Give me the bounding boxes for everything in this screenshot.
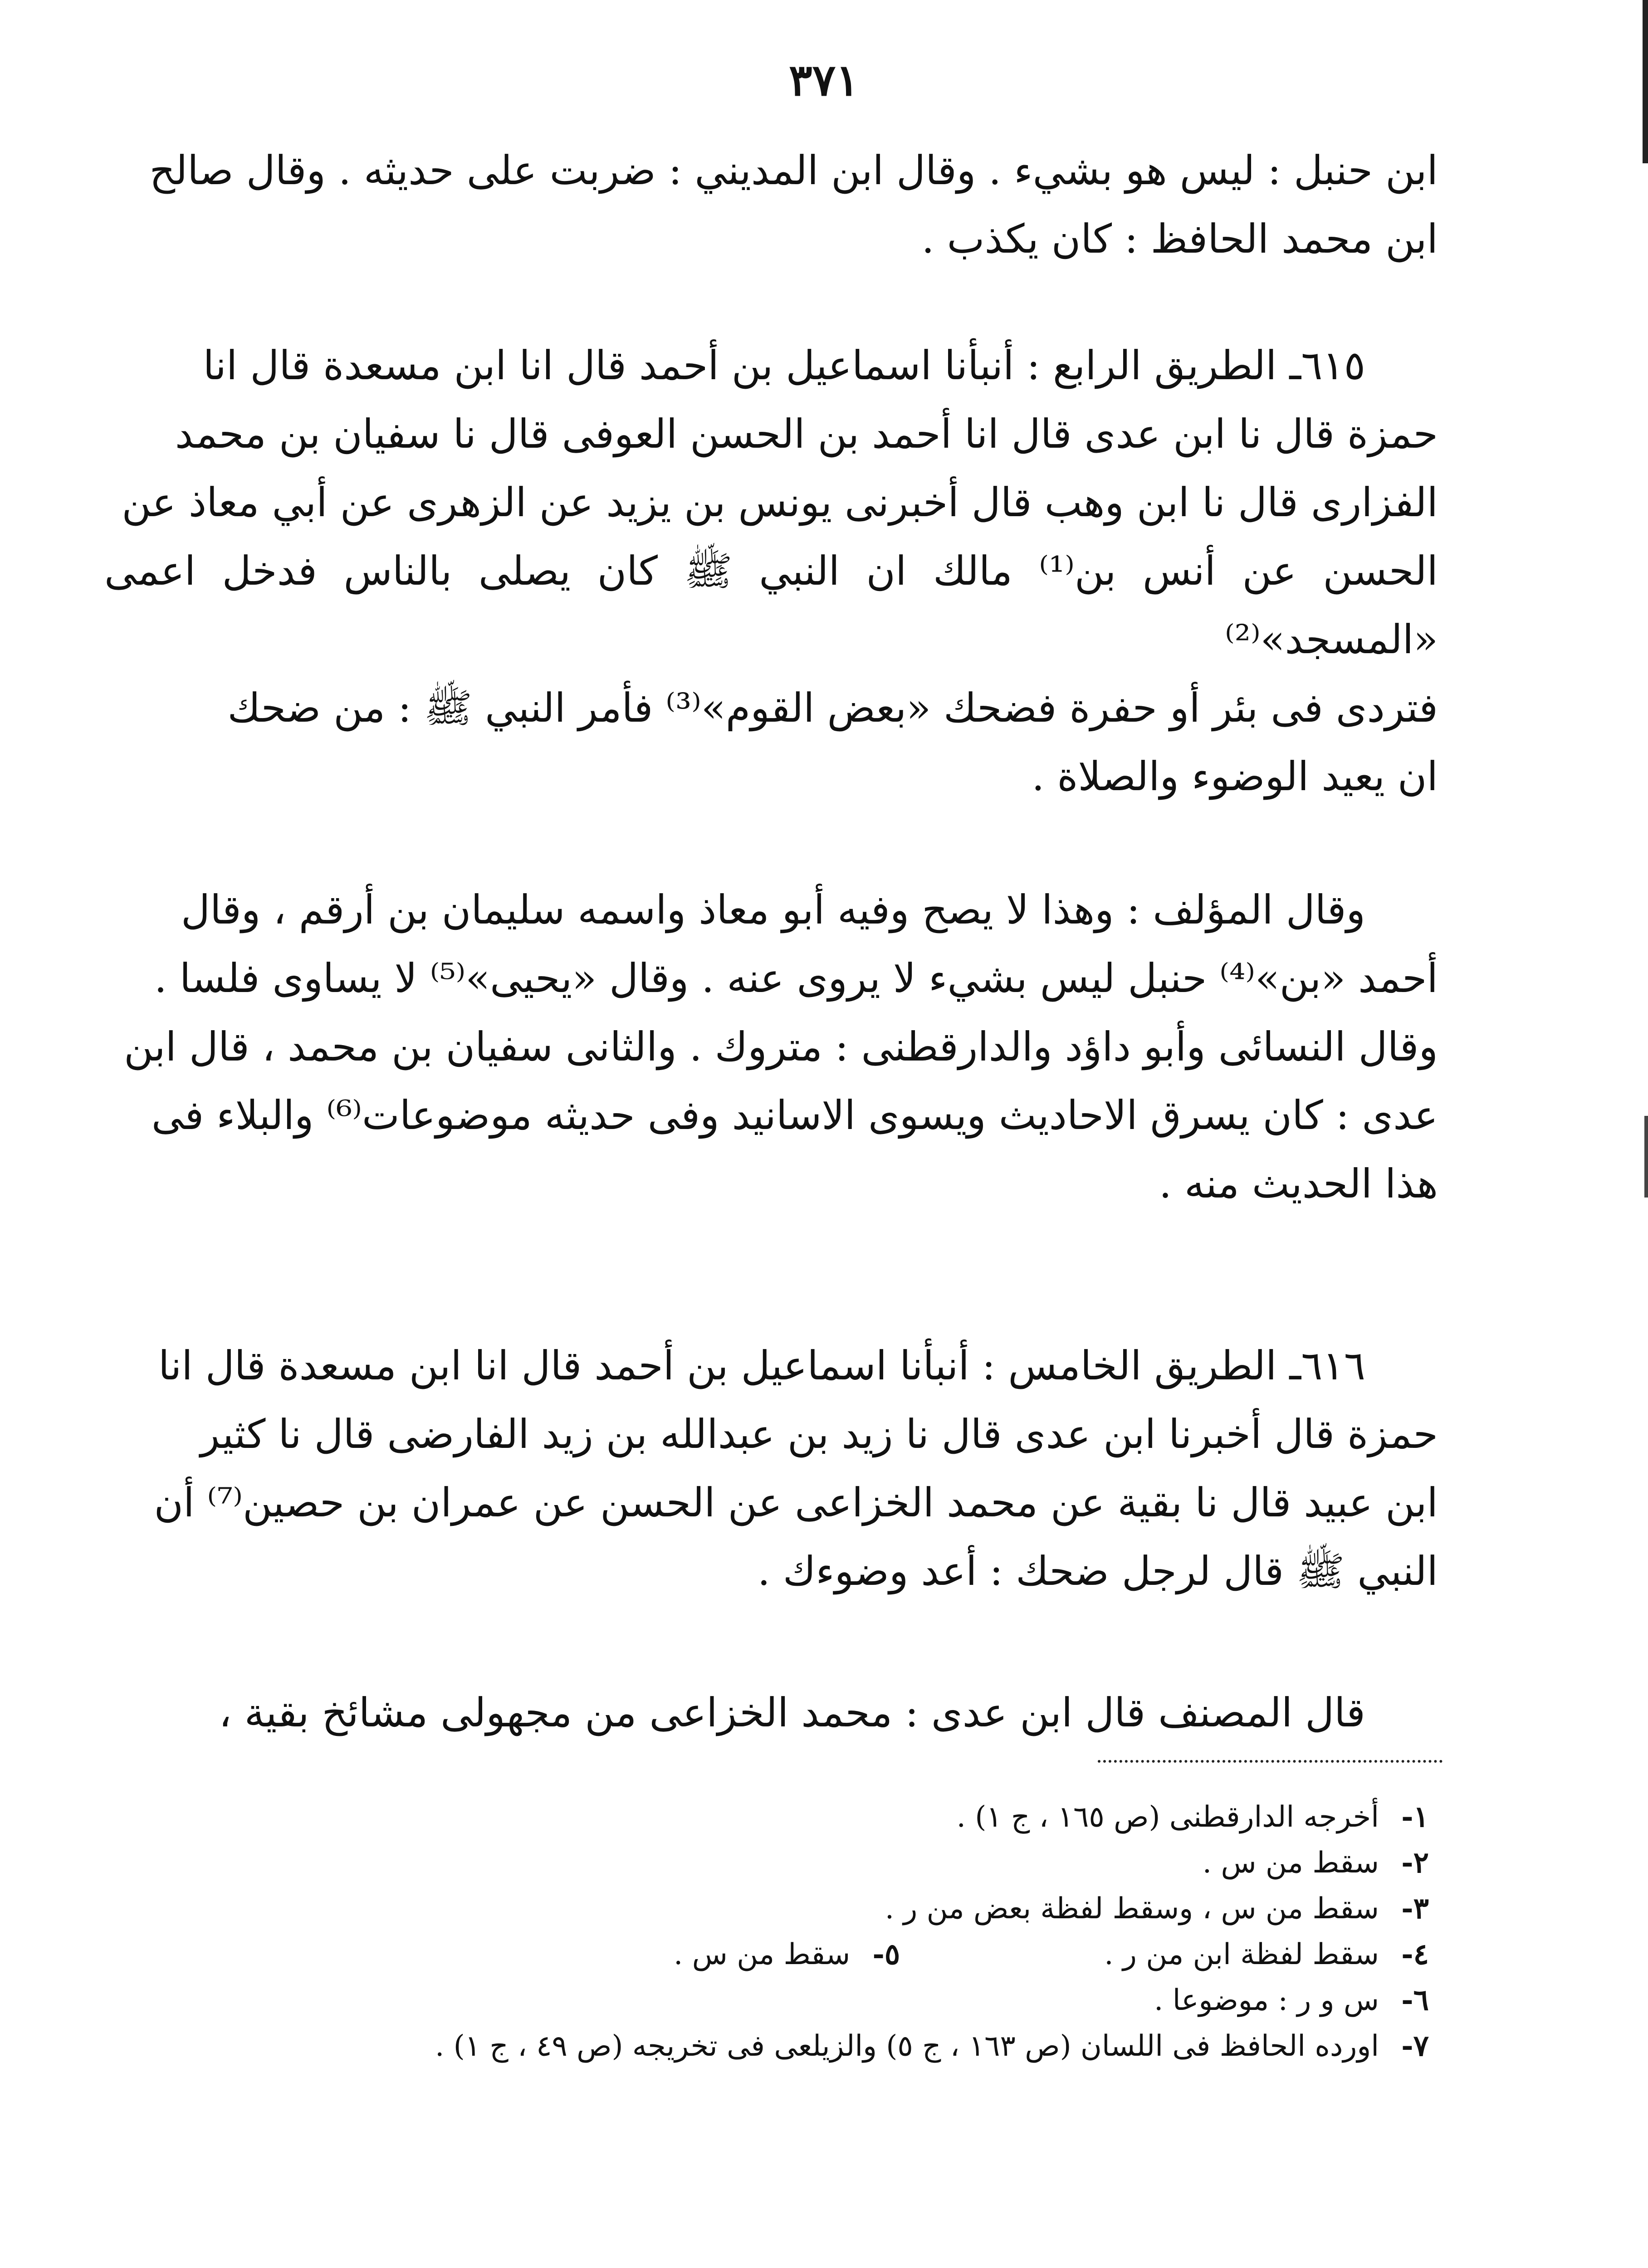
text-line: الحسن عن أنس بن⁽¹⁾ مالك ان النبي ﷺ كان يصلى بالناس فدخل اعمى «المسجد»⁽²⁾	[104, 547, 1438, 663]
text-line: ابن عبيد قال نا بقية عن محمد الخزاعى عن الحسن عن عمران بن حصين⁽⁷⁾ أن	[154, 1479, 1438, 1526]
text-line: ابن حنبل : ليس هو بشيء . وقال ابن المديني : ضربت على حديثه . وقال صالح	[149, 147, 1438, 194]
footnote-text: سقط من س .	[1202, 1846, 1379, 1880]
text-line: وقال النسائى وأبو داؤد والدارقطنى : متروك . والثانى سفيان بن محمد ، قال ابن	[124, 1023, 1438, 1070]
footnote-text: سقط من س ، وسقط لفظة بعض من ر .	[885, 1892, 1379, 1926]
text-line: النبي ﷺ قال لرجل ضحك : أعد وضوءك .	[757, 1548, 1438, 1594]
text-line: ان يعيد الوضوء والصلاة .	[1032, 753, 1438, 800]
footnote-number: ٧-	[1401, 2029, 1429, 2063]
paragraph-1	[104, 136, 1438, 281]
footnote	[104, 1840, 1438, 1886]
footnote	[104, 2023, 1438, 2069]
paragraph-615	[104, 331, 1438, 839]
footnote-number: ٥-	[872, 1937, 900, 1971]
footnote	[104, 1977, 1438, 2023]
text-line: وقال المؤلف : وهذا لا يصح وفيه أبو معاذ واسمه سليمان بن أرقم ، وقال	[181, 886, 1365, 933]
text-line: عدى : كان يسرق الاحاديث ويسوى الاسانيد وفى حديثه موضوعات⁽⁶⁾ والبلاء فى	[151, 1092, 1438, 1139]
footnote-number: ١-	[1401, 1800, 1429, 1834]
text-line: ٦١٥ـ الطريق الرابع : أنبأنا اسماعيل بن أحمد قال انا ابن مسعدة قال انا	[203, 342, 1365, 389]
footnote-divider	[1098, 1760, 1443, 1763]
scan-edge-mark	[1644, 1116, 1648, 1198]
paragraph-author-comment	[104, 875, 1438, 1293]
footnote-text: سقط من س .	[674, 1938, 851, 1971]
footnote-number: ٢-	[1401, 1846, 1429, 1880]
paragraph-compiler-note	[104, 1678, 1438, 1751]
footnote	[104, 1886, 1438, 1931]
footnotes	[104, 1794, 1438, 2069]
paragraph-616	[104, 1331, 1438, 1676]
text-line: الفزارى قال نا ابن وهب قال أخبرنى يونس بن يزيد عن الزهرى عن أبي معاذ عن	[122, 479, 1438, 526]
text-line: قال المصنف قال ابن عدى : محمد الخزاعى من مجهولى مشائخ بقية ،	[219, 1689, 1365, 1736]
footnote-number: ٣-	[1401, 1892, 1429, 1926]
text-line: فتردى فى بئر أو حفرة فضحك «بعض القوم»⁽³⁾ فأمر النبي ﷺ : من ضحك	[227, 684, 1438, 731]
text-line: أحمد «بن»⁽⁴⁾ حنبل ليس بشيء لا يروى عنه . وقال «يحيى»⁽⁵⁾ لا يساوى فلسا .	[154, 955, 1438, 1002]
footnote-text: أخرجه الدارقطنى (ص ١٦٥ ، ج ١) .	[956, 1800, 1379, 1834]
footnote-text: سقط لفظة ابن من ر .	[1104, 1938, 1379, 1971]
footnote-text: اورده الحافظ فى اللسان (ص ١٦٣ ، ج ٥) والزيلعى فى تخريجه (ص ٤٩ ، ج ١) .	[435, 2029, 1379, 2063]
footnote-number: ٦-	[1401, 1983, 1429, 2017]
text-line: ٦١٦ـ الطريق الخامس : أنبأنا اسماعيل بن أحمد قال انا ابن مسعدة قال انا	[158, 1342, 1365, 1389]
footnote	[104, 1931, 1438, 1977]
text-line: حمزة قال نا ابن عدى قال انا أحمد بن الحسن العوفى قال نا سفيان بن محمد	[175, 411, 1438, 457]
text-line: حمزة قال أخبرنا ابن عدى قال نا زيد بن عبدالله بن زيد الفارضى قال نا كثير	[200, 1411, 1438, 1457]
page-number: ٣٧١	[789, 54, 859, 106]
footnote	[104, 1794, 1438, 1840]
footnote-number: ٤-	[1401, 1937, 1429, 1971]
text-line: ابن محمد الحافظ : كان يكذب .	[921, 215, 1438, 262]
footnote-text: س و ر : موضوعا .	[1154, 1984, 1379, 2017]
text-line: هذا الحديث منه .	[1159, 1160, 1438, 1207]
